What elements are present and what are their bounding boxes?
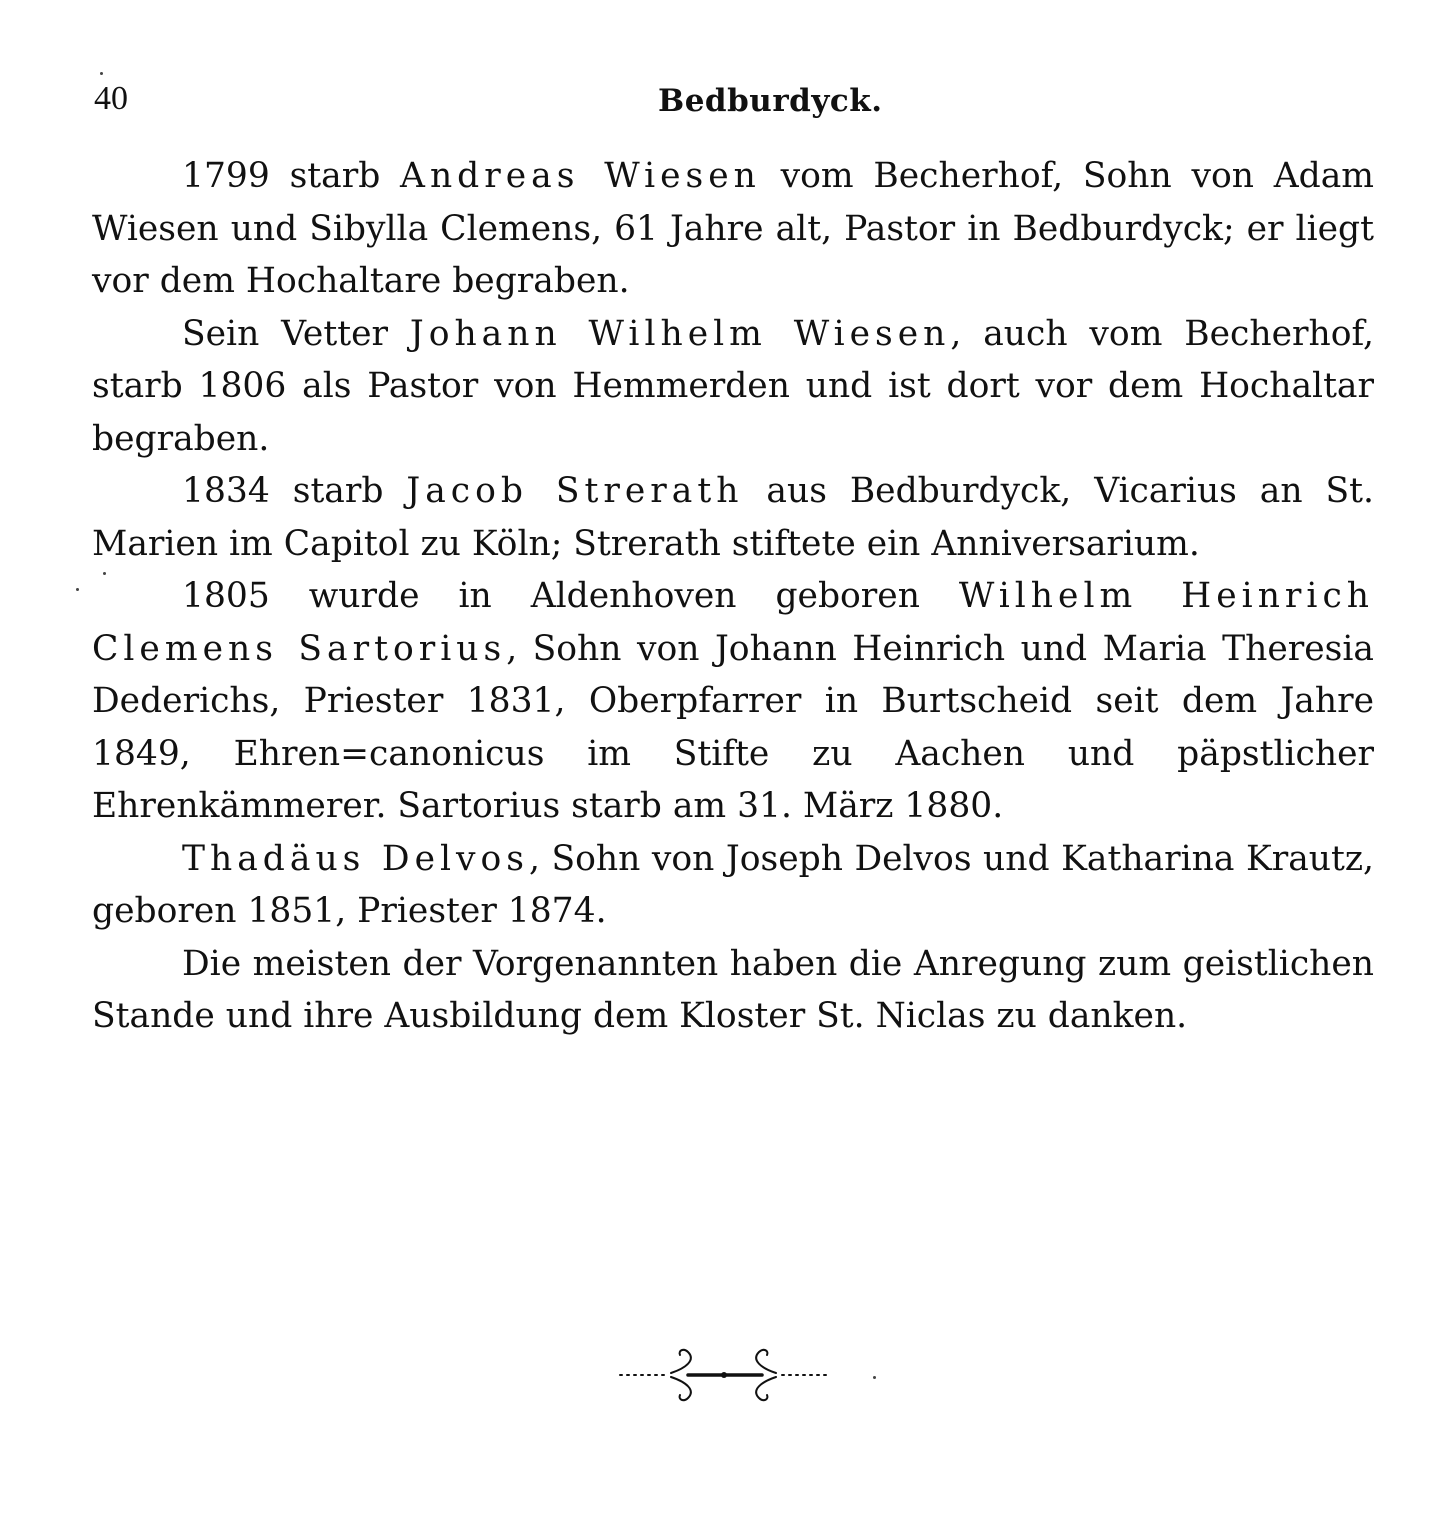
- body-text: [92, 150, 1374, 1043]
- paragraph-text: 1799 starb: [182, 156, 401, 196]
- paragraph-text: , Sohn von Joseph Delvos und Katharina Krautz, geboren 1851, Priester 1874.: [92, 838, 1375, 931]
- person-name: Wilhelm Heinrich Clemens Sartorius: [92, 576, 1374, 669]
- paragraph-text: 1834 starb: [182, 471, 407, 511]
- paragraph-text: Die meisten der Vorgenannten haben die Anregung zum geistlichen Stande und ihre Ausbildung dem Kloster St. Niclas zu danken.: [92, 943, 1374, 1036]
- paragraph-text: 1805 wurde in Aldenhoven geboren: [182, 576, 959, 616]
- print-speck: [76, 588, 79, 591]
- person-name: Thadäus Delvos: [182, 838, 529, 879]
- paragraph-johann-wilhelm-wiesen: [92, 308, 1374, 466]
- running-head: Bedburdyck.: [658, 83, 883, 119]
- paragraph-text: Sein Vetter: [182, 313, 410, 354]
- page-number: 40: [94, 80, 128, 117]
- paragraph-text: , Sohn von Johann Heinrich und Maria Theresia Dederichs, Priester 1831, Oberpfarrer in Burtscheid seit dem Jahre 1849, Ehren=canonicus im Stifte zu Aachen und päpstlicher Ehrenkämmerer. Sartorius starb am 31. März 1880.: [92, 628, 1374, 826]
- closing-ornament: [616, 1340, 886, 1410]
- paragraph-closing: [92, 938, 1374, 1043]
- paragraph-text: vom Becherhof, Sohn von Adam Wiesen und Sibylla Clemens, 61 Jahre alt, Pastor in Bedburdyck; er liegt vor dem Hochaltare begraben.: [92, 156, 1375, 301]
- paragraph-text: , auch vom Becherhof, starb 1806 als Pastor von Hemmerden und ist dort vor dem Hochaltar begraben.: [92, 313, 1374, 459]
- print-speck: [100, 72, 103, 75]
- print-speck: [873, 1376, 876, 1379]
- person-name: Jacob Strerath: [406, 471, 744, 511]
- paragraph-text: aus Bedburdyck, Vicarius an St. Marien im Capitol zu Köln; Strerath stiftete ein Anniversarium.: [92, 471, 1374, 564]
- person-name: Andreas Wiesen: [400, 156, 761, 196]
- paragraph-jacob-strerath: [92, 465, 1374, 570]
- page-header: [92, 76, 1382, 126]
- print-speck: [103, 572, 106, 575]
- person-name: Johann Wilhelm Wiesen: [409, 313, 951, 354]
- paragraph-thadaeus-delvos: [92, 833, 1374, 938]
- paragraph-sartorius: [92, 570, 1374, 833]
- paragraph-andreas-wiesen: [92, 150, 1374, 308]
